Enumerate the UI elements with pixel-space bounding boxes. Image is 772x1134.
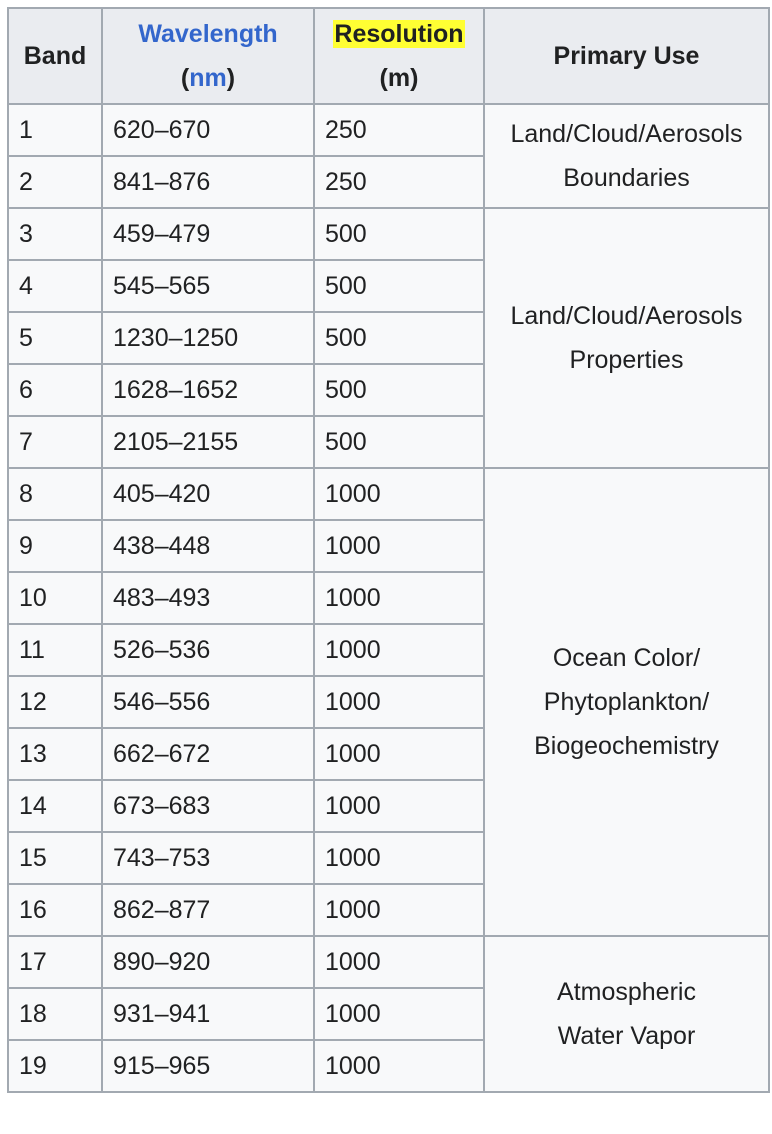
table-row — [8, 936, 769, 988]
band-cell: 4 — [8, 260, 102, 312]
wavelength-cell: 526–536 — [102, 624, 314, 676]
resolution-cell: 1000 — [314, 936, 484, 988]
resolution-cell: 1000 — [314, 520, 484, 572]
wavelength-cell: 459–479 — [102, 208, 314, 260]
resolution-cell: 1000 — [314, 832, 484, 884]
wavelength-header: Wavelength (nm) — [102, 8, 314, 104]
resolution-cell: 1000 — [314, 780, 484, 832]
resolution-cell: 500 — [314, 208, 484, 260]
band-cell: 13 — [8, 728, 102, 780]
nm-link[interactable]: nm — [189, 64, 227, 92]
band-cell: 14 — [8, 780, 102, 832]
table-row — [8, 468, 769, 520]
band-cell: 7 — [8, 416, 102, 468]
wavelength-cell: 890–920 — [102, 936, 314, 988]
primary-use-cell: Land/Cloud/Aerosols Properties — [484, 208, 769, 468]
wavelength-cell: 483–493 — [102, 572, 314, 624]
resolution-unit: (m) — [379, 64, 419, 92]
resolution-cell: 500 — [314, 260, 484, 312]
resolution-cell: 500 — [314, 364, 484, 416]
band-cell: 5 — [8, 312, 102, 364]
wavelength-cell: 743–753 — [102, 832, 314, 884]
band-header: Band — [8, 8, 102, 104]
resolution-cell: 1000 — [314, 676, 484, 728]
resolution-highlight: Resolution — [334, 20, 464, 48]
wavelength-cell: 405–420 — [102, 468, 314, 520]
band-cell: 10 — [8, 572, 102, 624]
wavelength-cell: 1628–1652 — [102, 364, 314, 416]
wavelength-cell: 931–941 — [102, 988, 314, 1040]
band-cell: 8 — [8, 468, 102, 520]
resolution-cell: 1000 — [314, 572, 484, 624]
band-cell: 12 — [8, 676, 102, 728]
band-cell: 11 — [8, 624, 102, 676]
modis-bands-table — [7, 7, 770, 1093]
resolution-header — [314, 8, 484, 104]
header-row — [8, 8, 769, 104]
wavelength-cell: 841–876 — [102, 156, 314, 208]
primary-use-cell: Land/Cloud/Aerosols Boundaries — [484, 104, 769, 208]
band-cell: 15 — [8, 832, 102, 884]
primary-use-cell: Ocean Color/ Phytoplankton/ Biogeochemistry — [484, 468, 769, 936]
resolution-cell: 1000 — [314, 884, 484, 936]
resolution-cell: 1000 — [314, 728, 484, 780]
wavelength-cell: 545–565 — [102, 260, 314, 312]
wavelength-cell: 1230–1250 — [102, 312, 314, 364]
band-cell: 2 — [8, 156, 102, 208]
table-row — [8, 208, 769, 260]
wavelength-cell: 862–877 — [102, 884, 314, 936]
band-cell: 18 — [8, 988, 102, 1040]
wavelength-cell: 673–683 — [102, 780, 314, 832]
band-cell: 6 — [8, 364, 102, 416]
wavelength-cell: 546–556 — [102, 676, 314, 728]
wavelength-cell: 620–670 — [102, 104, 314, 156]
wavelength-cell: 438–448 — [102, 520, 314, 572]
resolution-cell: 1000 — [314, 1040, 484, 1092]
wavelength-cell: 915–965 — [102, 1040, 314, 1092]
resolution-cell: 1000 — [314, 988, 484, 1040]
resolution-cell: 250 — [314, 156, 484, 208]
primary-use-header: Primary Use — [484, 8, 769, 104]
band-cell: 19 — [8, 1040, 102, 1092]
band-cell: 1 — [8, 104, 102, 156]
band-cell: 17 — [8, 936, 102, 988]
resolution-cell: 1000 — [314, 624, 484, 676]
table-row — [8, 104, 769, 156]
band-cell: 16 — [8, 884, 102, 936]
resolution-cell: 500 — [314, 416, 484, 468]
band-cell: 9 — [8, 520, 102, 572]
resolution-cell: 500 — [314, 312, 484, 364]
wavelength-cell: 662–672 — [102, 728, 314, 780]
resolution-cell: 1000 — [314, 468, 484, 520]
wavelength-link[interactable]: Wavelength — [138, 20, 278, 48]
primary-use-cell: Atmospheric Water Vapor — [484, 936, 769, 1092]
resolution-cell: 250 — [314, 104, 484, 156]
band-cell: 3 — [8, 208, 102, 260]
wavelength-cell: 2105–2155 — [102, 416, 314, 468]
